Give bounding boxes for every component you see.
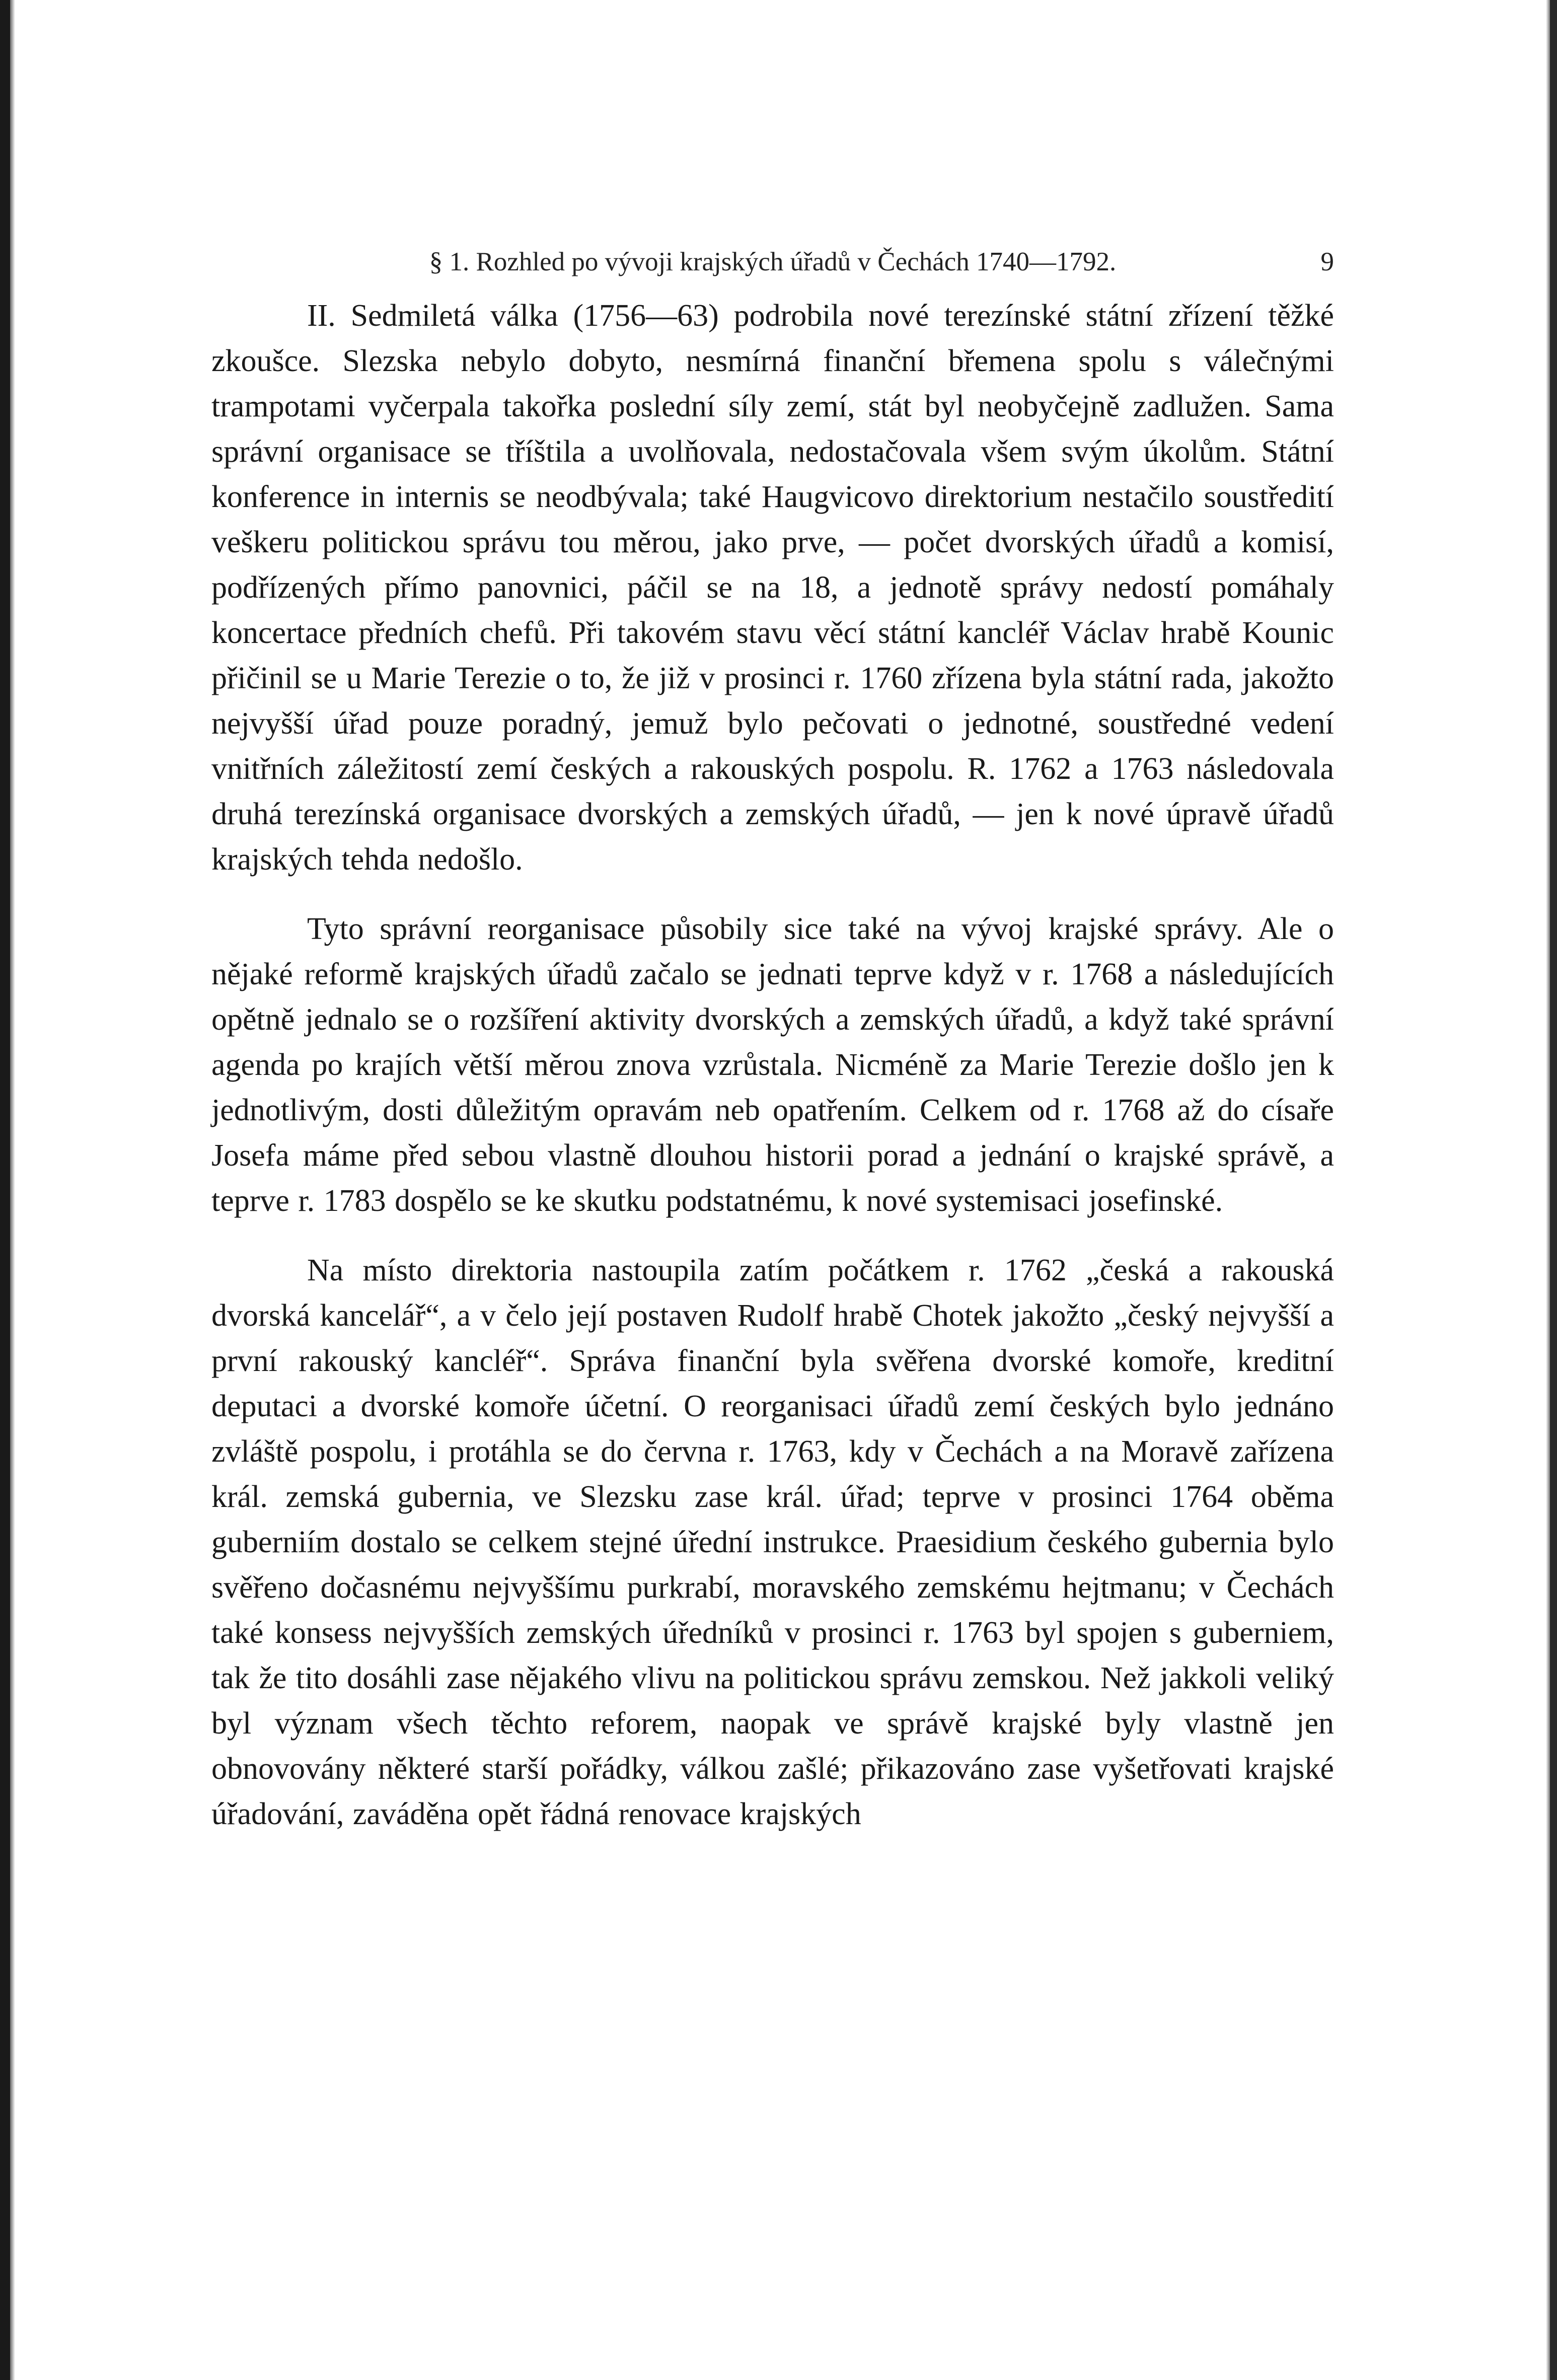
scan-border-left <box>0 0 10 2380</box>
scan-shadow-left <box>10 0 15 2380</box>
page-number: 9 <box>1320 247 1334 276</box>
book-page <box>211 237 1334 1837</box>
running-header-title: § 1. Rozhled po vývoji krajských úřadů v Čechách 1740—1792. <box>429 247 1117 276</box>
body-text <box>211 293 1334 1837</box>
running-header <box>211 237 1334 287</box>
paragraph-2: Tyto správní reorganisace působily sice také na vývoj krajské správy. Ale o nějaké reformě krajských úřadů začalo se jednati teprve když v r. 1768 a následujících opětně jednalo se o rozšíření aktivity dvorských a zemských úřadů, a když také správní agenda po krajích větší měrou znova vzrůstala. Nicméně za Marie Terezie došlo jen k jednotlivým, dosti důležitým opravám neb opatřením. Celkem od r. 1768 až do císaře Josefa máme před sebou vlastně dlouhou historii porad a jednání o krajské správě, a teprve r. 1783 dospělo se ke skutku podstatnému, k nové systemisaci josefinské. <box>211 912 1334 1218</box>
scan-shadow-right <box>1546 0 1550 2380</box>
paragraph-3: Na místo direktoria nastoupila zatím počátkem r. 1762 „česká a rakouská dvorská kancelář“, a v čelo její postaven Rudolf hrabě Chotek jakožto „český nejvyšší a první rakouský kancléř“. Správa finanční byla svěřena dvorské komoře, kreditní deputaci a dvorské komoře účetní. O reorganisaci úřadů zemí českých bylo jednáno zvláště pospolu, i protáhla se do června r. 1763, kdy v Čechách a na Moravě zařízena král. zemská gubernia, ve Slezsku zase král. úřad; teprve v prosinci 1764 oběma guberniím dostalo se celkem stejné úřední instrukce. Praesidium českého gubernia bylo svěřeno dočasnému nejvyššímu purkrabí, moravského zemskému hejtmanu; v Čechách také konsess nejvyšších zemských úředníků v prosinci r. 1763 byl spojen s guberniem, tak že tito dosáhli zase nějakého vlivu na politickou správu zemskou. Než jakkoli veliký byl význam všech těchto reforem, naopak ve správě krajské byly vlastně jen obnovovány některé starší pořádky, válkou zašlé; přikazováno zase vyšetřovati krajské úřadování, zaváděna opět řádná renovace krajských <box>211 1253 1334 1831</box>
paragraph-1: II. Sedmiletá válka (1756—63) podrobila nové terezínské státní zřízení těžké zkoušce. Slezska nebylo dobyto, nesmírná finanční břemena spolu s válečnými trampotami vyčerpala takořka poslední síly zemí, stát byl neobyčejně zadlužen. Sama správní organisace se tříštila a uvolňovala, nedostačovala všem svým úkolům. Státní konference in internis se neodbývala; také Haugvicovo direktorium nestačilo soustředití veškeru politickou správu tou měrou, jako prve, — počet dvorských úřadů a komisí, podřízených přímo panovnici, páčil se na 18, a jednotě správy nedostí pomáhaly koncertace předních chefů. Při takovém stavu věcí státní kancléř Václav hrabě Kounic přičinil se u Marie Terezie o to, že již v prosinci r. 1760 zřízena byla státní rada, jakožto nejvyšší úřad pouze poradný, jemuž bylo pečovati o jednotné, soustředné vedení vnitřních záležitostí zemí českých a rakouských pospolu. R. 1762 a 1763 následovala druhá terezínská organisace dvorských a zemských úřadů, — jen k nové úpravě úřadů krajských tehda nedošlo. <box>211 299 1334 877</box>
scan-border-right <box>1550 0 1557 2380</box>
